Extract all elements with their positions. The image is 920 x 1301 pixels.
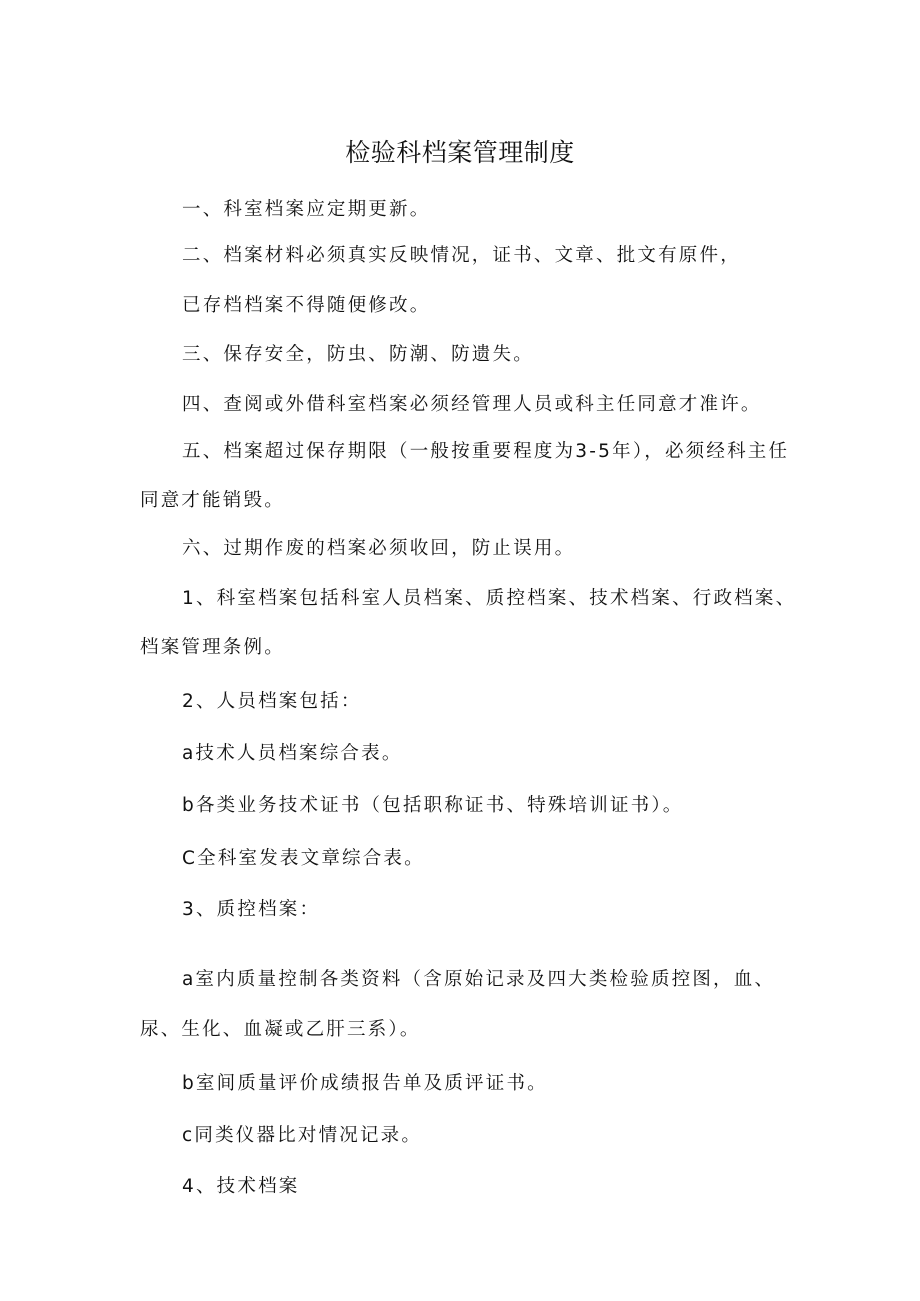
rule-line-2-continued: 已存档档案不得随便修改。 <box>182 295 431 316</box>
item-2-b: b各类业务技术证书（包括职称证书、特殊培训证书）。 <box>182 795 684 816</box>
rule-line-4: 四、查阅或外借科室档案必须经管理人员或科主任同意才准许。 <box>182 394 762 415</box>
item-2-a: a技术人员档案综合表。 <box>182 743 403 764</box>
rule-line-5: 五、档案超过保存期限（一般按重要程度为3-5年），必须经科主任 <box>182 441 790 462</box>
rule-line-3: 三、保存安全，防虫、防潮、防遗失。 <box>182 344 534 365</box>
item-2: 2、人员档案包括： <box>182 691 362 712</box>
item-1-continued: 档案管理条例。 <box>140 637 285 658</box>
item-3-b: b室间质量评价成绩报告单及质评证书。 <box>182 1073 548 1094</box>
rule-line-1: 一、科室档案应定期更新。 <box>182 199 431 220</box>
document-title: 检验科档案管理制度 <box>345 138 575 167</box>
item-3: 3、质控档案： <box>182 899 321 920</box>
rule-line-2: 二、档案材料必须真实反映情况，证书、文章、批文有原件， <box>182 245 741 266</box>
item-3-c: c同类仪器比对情况记录。 <box>182 1125 423 1146</box>
rule-line-5-continued: 同意才能销毁。 <box>140 490 285 511</box>
item-3-a-continued: 尿、生化、血凝或乙肝三系）。 <box>140 1019 421 1040</box>
item-1: 1、科室档案包括科室人员档案、质控档案、技术档案、行政档案、 <box>182 588 797 609</box>
item-2-c: C全科室发表文章综合表。 <box>182 848 425 869</box>
item-3-a: a室内质量控制各类资料（含原始记录及四大类检验质控图，血、 <box>182 969 776 990</box>
item-4: 4、技术档案 <box>182 1176 300 1197</box>
rule-line-6: 六、过期作废的档案必须收回，防止误用。 <box>182 538 576 559</box>
